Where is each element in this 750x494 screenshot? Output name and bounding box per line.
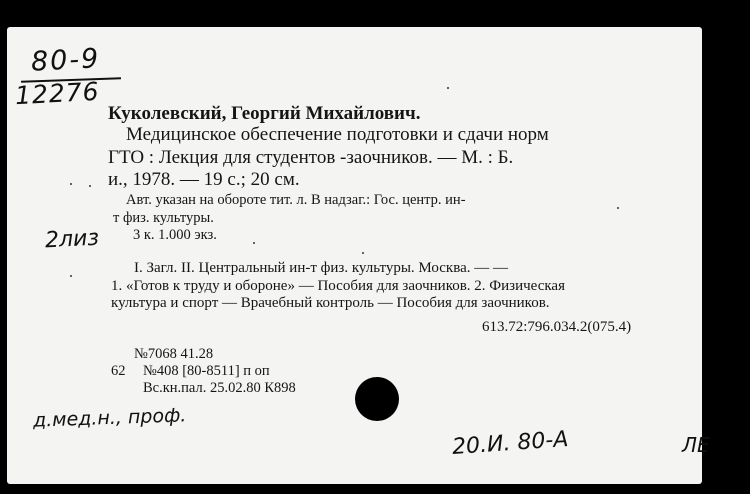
speck	[89, 185, 91, 187]
subject-line-2: 1. «Готов к труду и обороне» — Пособия для заочников. 2. Физическая	[111, 278, 565, 294]
speck	[447, 87, 449, 89]
handwritten-corner-mark: ЛЕ	[682, 433, 710, 457]
price-copies: 3 к. 1.000 экз.	[133, 227, 217, 243]
title-line-2: ГТО : Лекция для студентов -заочников. — М. : Б.	[108, 147, 514, 168]
punch-hole	[355, 377, 399, 421]
catalog-card	[7, 27, 710, 484]
speck	[70, 275, 72, 277]
speck	[70, 183, 72, 185]
note-line-1: Авт. указан на обороте тит. л. В надзаг.: Гос. центр. ин-	[126, 192, 466, 208]
subject-line-3: культура и спорт — Врачебный контроль — Пособия для заочников.	[111, 295, 550, 311]
order-line-2: №408 [80-8511] п оп	[143, 363, 270, 379]
handwritten-note-left: 2лиз	[44, 225, 100, 254]
author-heading: Куколевский, Георгий Михайлович.	[108, 103, 421, 124]
call-number-top: 80-9	[30, 43, 102, 78]
order-line-3: Вс.кн.пал. 25.02.80 К898	[143, 380, 296, 396]
subject-line-1: I. Загл. II. Центральный ин-т физ. культуры. Москва. — —	[134, 260, 508, 276]
speck	[253, 242, 255, 244]
speck	[362, 252, 364, 254]
handwritten-date: 20.И. 80-А	[451, 426, 570, 461]
note-line-2: т физ. культуры.	[113, 210, 214, 226]
handwritten-degree: д.мед.н., проф.	[32, 404, 187, 432]
call-number-bottom: 12276	[14, 76, 101, 111]
order-number: 62	[111, 363, 126, 379]
title-line-3: и., 1978. — 19 с.; 20 см.	[108, 169, 300, 190]
speck	[617, 207, 619, 209]
udc-code: 613.72:796.034.2(075.4)	[482, 319, 632, 335]
order-line-1: №7068 41.28	[134, 346, 214, 362]
title-line-1: Медицинское обеспечение подготовки и сдачи норм	[126, 124, 549, 145]
